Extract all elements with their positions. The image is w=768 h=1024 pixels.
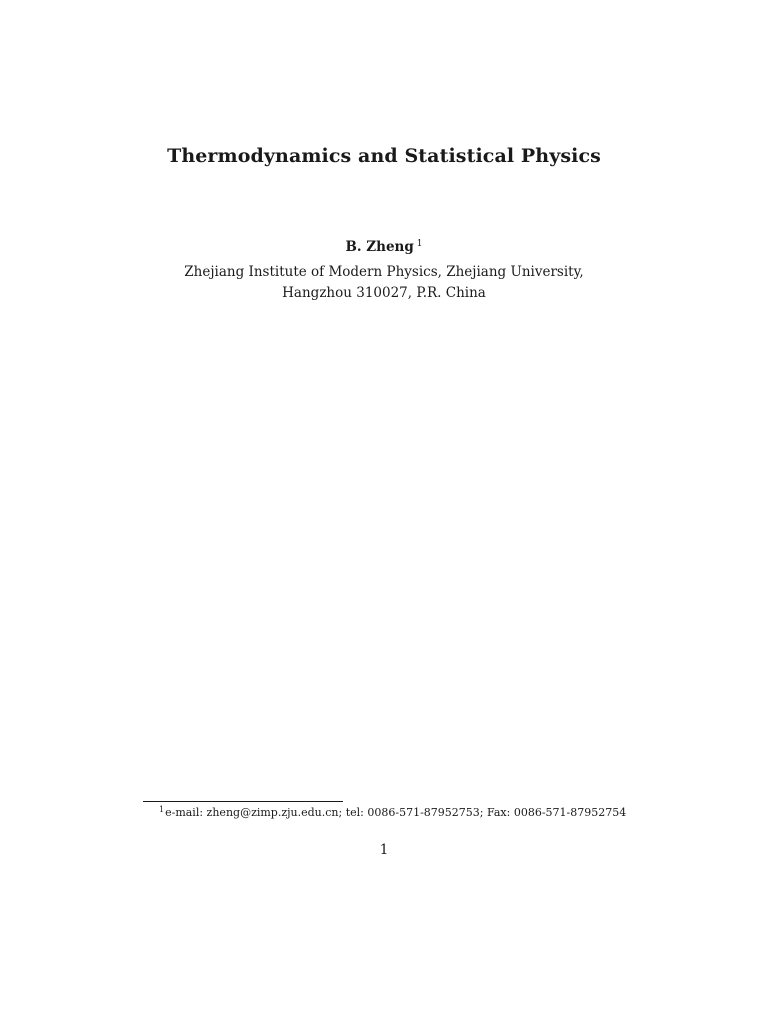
affiliation-line-1: Zhejiang Institute of Modern Physics, Zhejiang University, [184, 264, 584, 280]
author-footnote-mark: 1 [416, 239, 423, 249]
author-line [0, 239, 768, 255]
affiliation-line-2: Hangzhou 310027, P.R. China [282, 285, 486, 301]
author-name: B. Zheng [345, 239, 414, 255]
footnote-text: e-mail: zheng@zimp.zju.edu.cn; tel: 0086-571-87952753; Fax: 0086-571-87952754 [165, 806, 627, 819]
page-number: 1 [379, 842, 389, 858]
footnote-mark: 1 [159, 805, 165, 814]
document-title: Thermodynamics and Statistical Physics [167, 145, 601, 167]
footnote-separator [143, 801, 343, 802]
footnote [159, 805, 626, 819]
